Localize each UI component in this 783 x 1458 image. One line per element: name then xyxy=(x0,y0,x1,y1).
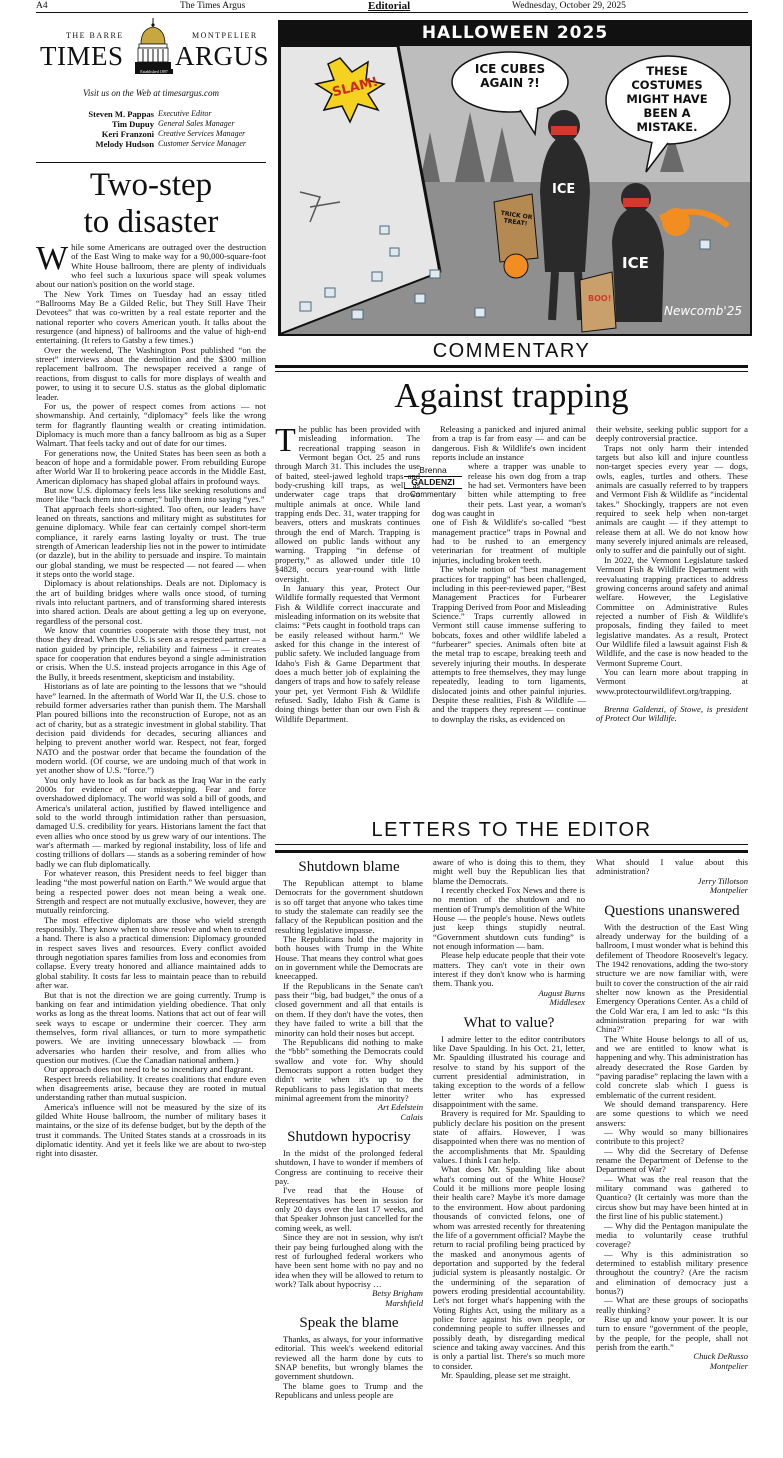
letter-para: Mr. Spaulding, please set me straight. xyxy=(441,1370,571,1380)
letter-para: — Why did the Pentagon manipulate the media to voluntarily cease truthful coverage? xyxy=(596,1220,748,1250)
commentary-para: one of Fish & Wildlife's so-called “best management practice” traps in Pownal and had to be rushed to an emergency veterinarian for treatment of multiple injuries, including broken teeth. xyxy=(432,517,586,565)
editorial-para: The most effective diplomats are those who wield strength responsibly. They know when to show resolve and when to extend a hand. There is also a practical dimension: Diplomacy grounded in respect saves lives and resources. Every conflict avoided through negotiation spares families from loss and economies from collapse. Every treaty honored and alliance maintained adds to global stability. It costs far less to maintain peace than to rebuild after war. xyxy=(36,914,266,991)
commentary-col-2 xyxy=(410,424,586,825)
commentary-para: Traps not only harm their intended targets but also kill and injure countless non-target species every year — dogs, owls, eagles, turtles and others. These animals are casually referred to by trappers and Vermont Fish & Wildlife as “incidental takes.” Shockingly, trappers are not even required to seek help when non-target animals are caught — if they attempt to release them at all. We do not know how many severely injured animals are released, only to suffer and die painfully out of sight. xyxy=(596,442,748,556)
letter-para: — Why is this administration so determined to establish military presence throughout the country? (Are the racism and elimination of democracy just a bonus?) xyxy=(596,1248,748,1296)
letters-col-3 xyxy=(596,858,748,1455)
letter-para: Please help educate people that their vote matters. They can't vote in their own interest if they don't know who is harming them. Thank you. xyxy=(433,950,585,989)
cartoon-bubble-1: ICE CUBES AGAIN ?! xyxy=(474,62,546,90)
letter-para: The Republican attempt to blame Democrats for the government shutdown is so off target that anyone who takes time to study the stalemate can readily see the fallacy of the Republican position and the resulting legislative impasse. xyxy=(275,878,423,935)
letter-para: The White House belongs to all of us, and we are entitled to know what is happening and why. This administration has already desecrated the Rose Garden by “paving paradise” replacing the lawn with a cold concrete slab which I guess is emblematic of the current resident. xyxy=(596,1033,748,1100)
commentary-para: You can learn more about trapping in Vermont at www.protectourwildlifevt.org/trapping. xyxy=(596,666,748,696)
letter-para: Rise up and know your power. It is our turn to ensure “government of the people, by the people, for the people, shall not perish from the earth.” xyxy=(596,1313,748,1352)
staff-row xyxy=(36,139,266,149)
letter-town: Calais xyxy=(400,1111,423,1122)
byline-label: Commentary xyxy=(410,490,456,500)
editorial-para: Our approach does not need to be so incendiary and flagrant. xyxy=(44,1064,254,1075)
letters-top-rule xyxy=(275,844,748,845)
masthead-rule xyxy=(36,162,266,163)
website-line: Visit us on the Web at timesargus.com xyxy=(83,88,219,98)
staff-row xyxy=(36,109,266,119)
byline-last-name: GALDENZI xyxy=(404,476,462,489)
letters-section-title: LETTERS TO THE EDITOR xyxy=(371,819,652,841)
paper-name: The Times Argus xyxy=(180,1,246,11)
staff-name: Keri Franzoni xyxy=(101,129,154,139)
letter-town: Middlesex xyxy=(549,997,585,1008)
masthead-name-right: ARGUS xyxy=(175,41,270,71)
staff-name: Melody Hudson xyxy=(95,139,154,149)
editorial-para: For whatever reason, this President needs to feel bigger than leading “the most powerful nation on Earth.” We would argue that being a respected power does not mean being a weak one. Strength and respect are not mutually exclusive, however, they are mutually reinforcing. xyxy=(36,868,266,916)
letter-para: What should I value about this administration? xyxy=(596,857,748,877)
staff-name: Steven M. Pappas xyxy=(88,109,154,119)
letter-para: The Republicans did nothing to make the “bbb” something the Democrats could swallow and vote for. Why should Democrats support a rotten budget they didn't write when it's up to the Republicans to pass legislation that meets minimal agreement from the minority? xyxy=(275,1036,423,1103)
editorial-body xyxy=(36,240,266,1453)
cartoon-shirt-1: ICE xyxy=(552,182,576,197)
editorial-para: America's influence will not be measured by the size of its gilded White House ballroom, the number of military bases it maintains, or the size of its defense budget, but by the depth of the trust it commands. The United States stands at a crossroads in its diplomatic identity. And yet it feels like we are about to two-step right into disaster. xyxy=(36,1101,266,1159)
staff-title: Customer Service Manager xyxy=(158,139,246,148)
established-label: Established 1897 xyxy=(135,69,173,74)
editorial-para: You only have to look as far back as the Iraq War in the early 2000s for evidence of our misstepping. Fear and force overshadowed diplomacy. The world was sold a bill of goods, and America's unilateral action, justified by flawed intelligence and sold to the world through intimidation rather than persuasion, damaged U.S. credibility for years. Historians lament the fact that even allies who once stood by us grew wary of our intentions. The war's aftermath — marked by regional instability, loss of life and costing trillions of dollars — stands as a sobering reminder of how badly we can flub diplomatically. xyxy=(36,774,266,869)
commentary-dropcap: T xyxy=(275,422,296,459)
letter-town: Marshfield xyxy=(385,1297,423,1308)
letter-author: Chuck DeRusso xyxy=(693,1351,748,1362)
page-number: A4 xyxy=(36,1,48,11)
letter-para: Bravery is required for Mr. Spaulding to publicly declare his position on the present state of affairs. However, I was disappointed when there was no mention of the accomplishments that Mr. Spaulding values. I think I can help. xyxy=(433,1108,585,1166)
letter-para: With the destruction of the East Wing already underway for the building of a ballroom, I must wonder what is behind this defilement of Theodore Roosevelt's legacy. The 1942 renovations, adding the two-story structure we are now familiar with, were built to cover the construction of the air raid shelter now known as the Presidential Emergency Operations Center. As a child of the Cold War era, I am led to ask: “Is this administration preparing for war with China?” xyxy=(596,921,748,1035)
masthead-right-town: MONTPELIER xyxy=(192,31,258,40)
letter-para: The blame goes to Trump and the Republicans and unless people are xyxy=(275,1380,423,1401)
commentary-para: he public has been provided with misleading information. The recreational trapping season in Vermont began Oct. 25 and runs through March 31. This includes the use of baited, steel-jawed leghold traps and body-crushing kill traps, as well as underwater cage traps that drown multiple animals at once. While land trapping ends Dec. 31, water trapping for beavers, otters and muskrats continues through the end of March. Trapping is allowed on public lands without any warning. Trapping “in defense of property,” as allowed under title 10 §4828, occurs year-round with little oversight. xyxy=(275,424,420,584)
letters-col-1 xyxy=(275,858,423,1455)
letter-para: I've read that the House of Representatives has been in session for only 20 days over the last 17 weeks, and that Speaker Johnson just cancelled for the coming week, as well. xyxy=(275,1185,423,1233)
commentary-para: The whole notion of “best management practices for trapping” has been challenged, including in this peer-reviewed paper, “Best Management Practices for Furbearer Trapping Derived from Poor and Misleading Science.” Traps currently allowed in Vermont still cause immense suffering to bobcats, foxes and other wildlife labeled a “furbearer” species. Animals often bite at the metal trap to escape, breaking teeth and severely injuring their mouths. In desperate attempts to free themselves, they may lunge repeatedly, leading to torn ligaments, dislocated joints and other painful injuries. Despite these realities, Fish & Wildlife — and the trappers they represent — continue to downplay the risks, as evidenced on xyxy=(432,564,586,724)
staff-row xyxy=(36,119,266,129)
commentary-section-title: COMMENTARY xyxy=(432,340,591,362)
letter-para: The Republicans hold the majority in both houses with Trump in the White House. That means they control what goes on in government while the Democrats are kneecapped. xyxy=(275,934,423,982)
letter-title-what-value: What to value? xyxy=(463,1014,555,1031)
staff-list xyxy=(36,109,266,149)
letter-para: We should demand transparency. Here are some questions to which we need answers: xyxy=(596,1099,748,1128)
cartoon-shirt-2: ICE xyxy=(622,254,649,272)
staff-title: Executive Editor xyxy=(158,109,212,118)
header-rule xyxy=(36,12,748,13)
letter-para: In the midst of the prolonged federal shutdown, I have to wonder if members of Congress are continuing to receive their pay. xyxy=(275,1148,423,1187)
cartoon-bag-label: TRICK OR TREAT! xyxy=(500,209,533,228)
commentary-headline: Against trapping xyxy=(394,376,629,415)
commentary-col-1 xyxy=(275,422,420,825)
editorial-first-para: hile some Americans are outraged over the destruction of the East Wing to make way for a 90,000-square-foot White House ballroom, there are plenty of individuals who feel such a luxurious space will speak volumes about our nation's position on the world stage. xyxy=(36,242,266,290)
commentary-para: their website, seeking public support for a deeply controversial practice. xyxy=(596,424,748,444)
issue-date: Wednesday, October 29, 2025 xyxy=(512,1,626,11)
commentary-col-3 xyxy=(596,425,748,825)
masthead-left-town: THE BARRE xyxy=(66,31,124,40)
capitol-dome-logo xyxy=(132,18,174,70)
editorial-para: Historians as of late are pointing to the lessons that we “should have” learned. In the aftermath of World War II, the U.S. chose to rebuild former adversaries rather than punish them. The Marshall Plan poured billions into the reconstruction of Europe, not as an act of charity, but as a strategic investment in global stability. That decision paid dividends for decades, securing alliances and helping to prevent another world war. Respect, not fear, forged NATO and the postwar order that became the foundation of the modern world. (Of course, we are undoing much of that work in yet another show of U.S. “force.”) xyxy=(36,681,266,776)
commentary-para: In 2022, the Vermont Legislature tasked Vermont Fish & Wildlife Department with reevaluating trapping practices to address growing concerns around safety and animal welfare. However, the Legislative Committee on Administrative Rules rejected a number of Fish & Wildlife's proposals, finding they failed to meet legislative mandates. As a result, Protect Our Wildlife filed a lawsuit against Fish & Wildlife, and the case is now headed to the Vermont Supreme Court. xyxy=(596,554,748,668)
letters-col-2 xyxy=(433,858,585,1455)
letter-title-shutdown-blame: Shutdown blame xyxy=(298,859,400,875)
staff-title: Creative Services Manager xyxy=(158,129,246,138)
editorial-para: Over the weekend, The Washington Post published “on the street” interviews about the demolition and the $300 million replacement ballroom. The newspaper received a range of reactions, from disgust to calls for more displays of wealth and power, to using it to secure U.S. status as the global diplomatic leader. xyxy=(36,344,266,402)
commentary-para: In January this year, Protect Our Wildlife formally requested that Vermont Fish & Wildlife correct inaccurate and misleading information on its website that claims: “Pets caught in foothold traps can be easily released without harm.” We asked for this change in the interest of public safety. We included language from Idaho's Fish & Game Department that does a much better job of explaining the dangers of traps and how to safely release your pet, yet Vermont Fish & Wildlife refused. Sadly, Idaho Fish & Game is doing things better than our own Fish & Wildlife Department. xyxy=(275,582,420,724)
section-name: Editorial xyxy=(368,0,411,12)
letter-para: aware of who is doing this to them, they might well buy the Republican lies that blame the Democrats. xyxy=(433,857,585,886)
editorial-headline xyxy=(36,167,266,241)
editorial-dropcap: W xyxy=(36,240,69,277)
letter-author: August Burns xyxy=(538,987,585,998)
editorial-para: But now U.S. diplomacy feels less like seeking resolutions and more like “back them into a corner;” bully them into saying “yes.” xyxy=(36,484,266,505)
commentary-byline-box xyxy=(404,465,462,500)
letter-para: — What are these groups of sociopaths really thinking? xyxy=(596,1295,748,1315)
commentary-top-rule xyxy=(275,365,748,368)
letter-title-shutdown-hypocrisy: Shutdown hypocrisy xyxy=(287,1129,411,1146)
cartoon-bubble-2: THESE COSTUMES MIGHT HAVE BEEN A MISTAKE. xyxy=(626,64,708,134)
letter-para: — Why did the Secretary of Defense rename the Department of Defense to the Department of War? xyxy=(596,1145,748,1175)
letter-author: Art Edelstein xyxy=(377,1102,423,1113)
editorial-headline-line1: Two-step xyxy=(89,167,213,203)
staff-title: General Sales Manager xyxy=(158,119,235,128)
letter-para: What does Mr. Spaulding like about what's coming out of the White House? Could it be millions more people losing their health care? Maybe it's more damage to the environment. How about pardoning thousands of convicted felons, one of whom was arrested recently for threatening the life of a government official? Maybe the return to racial profiling being practiced by the masked and anonymous agents of deportation and supported by the federal judicial system is pleasantly nostalgic. Or the undermining of the separation of powers eroding presidential accountability. Let's not forget what's happening with the Voting Rights Act, using the military as a police force against his own people, or condemning people to suffer illnesses and possibly death, by disregarding medical science and taking away vaccines. And this is only a partial list. There's so much more to consider. xyxy=(433,1164,585,1371)
letter-para: If the Republicans in the Senate can't pass their “big, bad budget,” the onus of a closed government and all that entails is on them. If they don't have the votes, then they have failed to write a bill that the minority can hold their noses but accept. xyxy=(275,980,423,1038)
letter-para: Thanks, as always, for your informative editorial. This week's weekend editorial reviewed all the harm done by cuts to SNAP benefits, but wrongly blames the government shutdown. xyxy=(275,1334,423,1382)
letter-author: Jerry Tillotson xyxy=(697,875,748,886)
editorial-para: We know that countries cooperate with those they trust, not those they dread. When the U.S. is seen as a respected partner — a nation guided by principle, reliability and fairness — it creates space for cooperation that endures beyond a single administration or crisis. When the U.S. instead projects arrogance in this Age of the Bully, it breeds resentment, skepticism and instability. xyxy=(36,625,266,682)
letter-town: Montpelier xyxy=(709,885,748,896)
staff-row xyxy=(36,129,266,139)
editorial-cartoon xyxy=(278,20,752,336)
cartoon-boo-label: BOO! xyxy=(588,294,612,303)
letter-para: — Why would so many billionaires contribute to this project? xyxy=(596,1127,748,1147)
editorial-para: For us, the power of respect comes from actions — not showmanship. And certainly, “diplomacy” feels like the wrong term for flagrantly flaunting wealth or creating intimidation. Diplomacy is much more than a fancy ballroom as big as a Super Walmart. That feels tacky and out of date for our times. xyxy=(36,400,266,449)
editorial-para: For generations now, the United States has been seen as both a beacon of hope and a formidable power. From rebuilding Europe after World War II to brokering peace accords in the Middle East, American diplomacy has shaped global affairs in profound ways. xyxy=(36,447,266,486)
commentary-para: where a trapper was unable to release his own dog from a trap he had set. Vermonters have been bitten while attempting to free their pets. Last year, a woman's dog was caught in xyxy=(432,461,586,519)
cartoon-banner: HALLOWEEN 2025 xyxy=(421,23,609,43)
letter-title-speak-blame: Speak the blame xyxy=(299,1315,399,1332)
staff-name: Tim Dupuy xyxy=(111,119,154,129)
editorial-para: The New York Times on Tuesday had an essay titled “Ballrooms May Be a Gilded Relic, but They Still Have Their Devotees” that was co-written by a real estate reporter and the national reporter who covers American youth. It talks about the resurgence (and hipness) of ballrooms and the value of high-end entertaining. (It refers to Gatsby a few times.) xyxy=(36,288,266,346)
letter-town: Montpelier xyxy=(709,1360,748,1371)
letter-para: — What was the real reason that the military command was gathered to Quantico? (It certainly was more than the circus show but may have been hinted at in the first line of his public statement.) xyxy=(596,1173,748,1222)
editorial-para: But that is not the direction we are going currently. Trump is banking on fear and intimidation yielding obedience. That only works as long as the threat looms. Nations that act out of fear will seek ways to escape or undermine their coercer. They arm themselves, form rival alliances, or turn to more sympathetic powers. We are inviting unnecessary blowback — from adversaries who harden their resolve, and from allies who question our motives. (Cue the Canadian national anthem.) xyxy=(36,989,266,1065)
letter-para: Since they are not in session, why isn't their pay being furloughed along with the rest of furloughed federal workers who have been sent home with no pay and no idea when they will be allowed to return to work? Talk about hypocrisy … xyxy=(275,1232,423,1289)
cartoon-signature: Newcomb'25 xyxy=(664,304,742,318)
byline-first-name: Brenna xyxy=(419,465,447,476)
letters-thick-rule xyxy=(275,850,748,853)
commentary-thin-rule xyxy=(275,371,748,372)
commentary-bio: Brenna Galdenzi, of Stowe, is president of Protect Our Wildlife. xyxy=(596,703,748,724)
editorial-para: Respect breeds reliability. It creates coalitions that endure even when disagreements arise, because they are rooted in mutual understanding rather than mutual suspicion. xyxy=(36,1073,266,1103)
editorial-headline-line2: to disaster xyxy=(83,204,219,240)
letter-para: I admire letter to the editor contributors like Dave Spaulding. In his Oct. 21, letter, Mr. Spaulding illustrated his courage and resolve to stand by his support of the current presidential administration, in taking exception to the words of a fellow letter writer who has expressed disappointment with the same. xyxy=(433,1033,585,1110)
letter-para: I recently checked Fox News and there is no mention of the shutdown and no mention of Trump's demolition of the White House — the people's house. News outlets just keep things stupidly neutral. “Government shutdown cuts funding” is not enough information — bam. xyxy=(433,885,585,952)
letter-author: Betsy Brigham xyxy=(372,1288,423,1299)
editorial-para: That approach feels short-sighted. Too often, our leaders have leaned on threats, sanctions and military might as substitutes for genuine diplomacy. While fear can certainly compel short-term compliance, it rarely earns lasting loyalty or trust. The true strength of American leadership lies not in the power to intimidate (or dazzle), but in the ability to persuade and inspire. To maintain our global standing, we must be respected — not feared — when it steps onto the world stage. xyxy=(36,503,266,580)
editorial-para: Diplomacy is about relationships. Deals are not. Diplomacy is the art of building bridges where walls once stood, of turning rivals into reluctant partners, and of transforming shared interests into shared action. Deals are about getting a leg up on everyone, regardless of the personal cost. xyxy=(36,578,266,626)
cartoon-slam: SLAM! xyxy=(330,74,380,101)
masthead xyxy=(36,18,270,168)
letter-title-questions: Questions unanswered xyxy=(604,902,740,919)
commentary-para: Releasing a panicked and injured animal from a trap is far from easy — and can be dangerous. Fish & Wildlife's own incident reports include an instance xyxy=(432,424,586,463)
masthead-name-left: TIMES xyxy=(40,41,124,71)
